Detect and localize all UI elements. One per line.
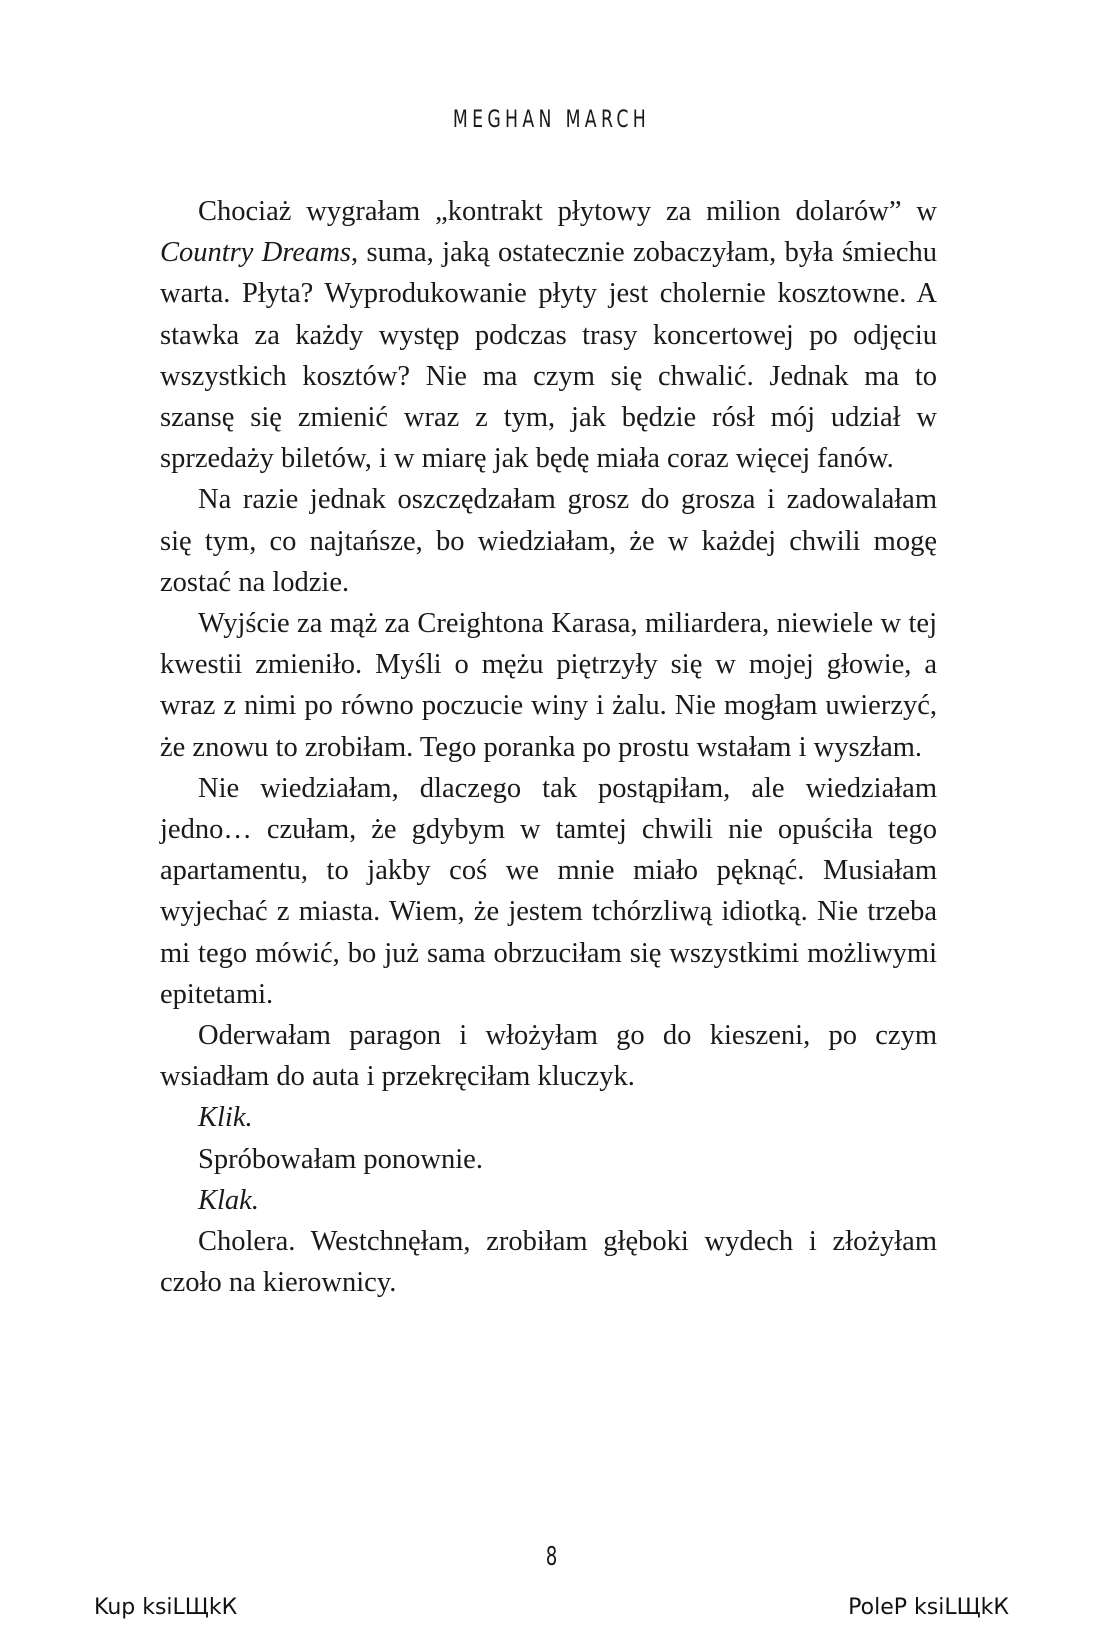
paragraph: Cholera. Westchnęłam, zrobiłam głęboki wydech i złożyłam czoło na kierownicy. xyxy=(160,1226,937,1299)
body-text xyxy=(160,191,937,1303)
paragraph: Na razie jednak oszczędzałam grosz do grosza i zadowalałam się tym, co najtańsze, bo wiedziałam, że w każdej chwili mogę zostać na lodzie. xyxy=(160,484,937,598)
paragraph xyxy=(160,191,937,479)
buy-book-link[interactable]: Kup ksiLЩkК xyxy=(94,1595,238,1620)
paragraph: Spróbowałam ponownie. xyxy=(198,1143,483,1175)
running-head: MEGHAN MARCH xyxy=(452,105,651,133)
recommend-book-link[interactable]: PoleP ksiLЩkК xyxy=(848,1595,1009,1620)
paragraph xyxy=(160,1097,937,1138)
italic-line: Klak. xyxy=(198,1184,259,1216)
paragraph: Wyjście za mąż za Creightona Karasa, miliardera, niewiele w tej kwestii zmieniło. Myśli o mężu piętrzyły się w mojej głowie, a wraz z nimi po równo poczucie winy i żalu. Nie mogłam uwierzyć, że znowu to zrobiłam. Tego poranka po prostu wstałam i wyszłam. xyxy=(160,608,937,763)
paragraph-text: Chociaż wygrałam „kontrakt płytowy za milion dolarów” w xyxy=(198,196,937,227)
paragraph: Oderwałam paragon i włożyłam go do kieszeni, po czym wsiadłam do auta i przekręciłam kluczyk. xyxy=(160,1020,937,1093)
page-number: 8 xyxy=(545,1542,558,1572)
paragraph xyxy=(160,1180,937,1221)
paragraph-text: , suma, jaką ostatecznie zobaczyłam, była śmiechu warta. Płyta? Wyprodukowanie płyty jest cholernie kosztowne. A stawka za każdy występ podczas trasy koncertowej po odjęciu wszystkich kosztów? Nie ma czym się chwalić. Jednak ma to szansę się zmienić wraz z tym, jak będzie rósł mój udział w sprzedaży biletów, i w miarę jak będę miała coraz więcej fanów. xyxy=(160,237,938,475)
paragraph: Nie wiedziałam, dlaczego tak postąpiłam, ale wiedziałam jedno… czułam, że gdybym w tamtej chwili nie opuściła tego apartamentu, to jakby coś we mnie miało pęknąć. Musiałam wyjechać z miasta. Wiem, że jestem tchórzliwą idiotką. Nie trzeba mi tego mówić, bo już sama obrzuciłam się wszystkimi możliwymi epitetami. xyxy=(160,772,937,1010)
title-italic: Country Dreams xyxy=(160,237,351,269)
italic-line: Klik. xyxy=(198,1102,253,1134)
